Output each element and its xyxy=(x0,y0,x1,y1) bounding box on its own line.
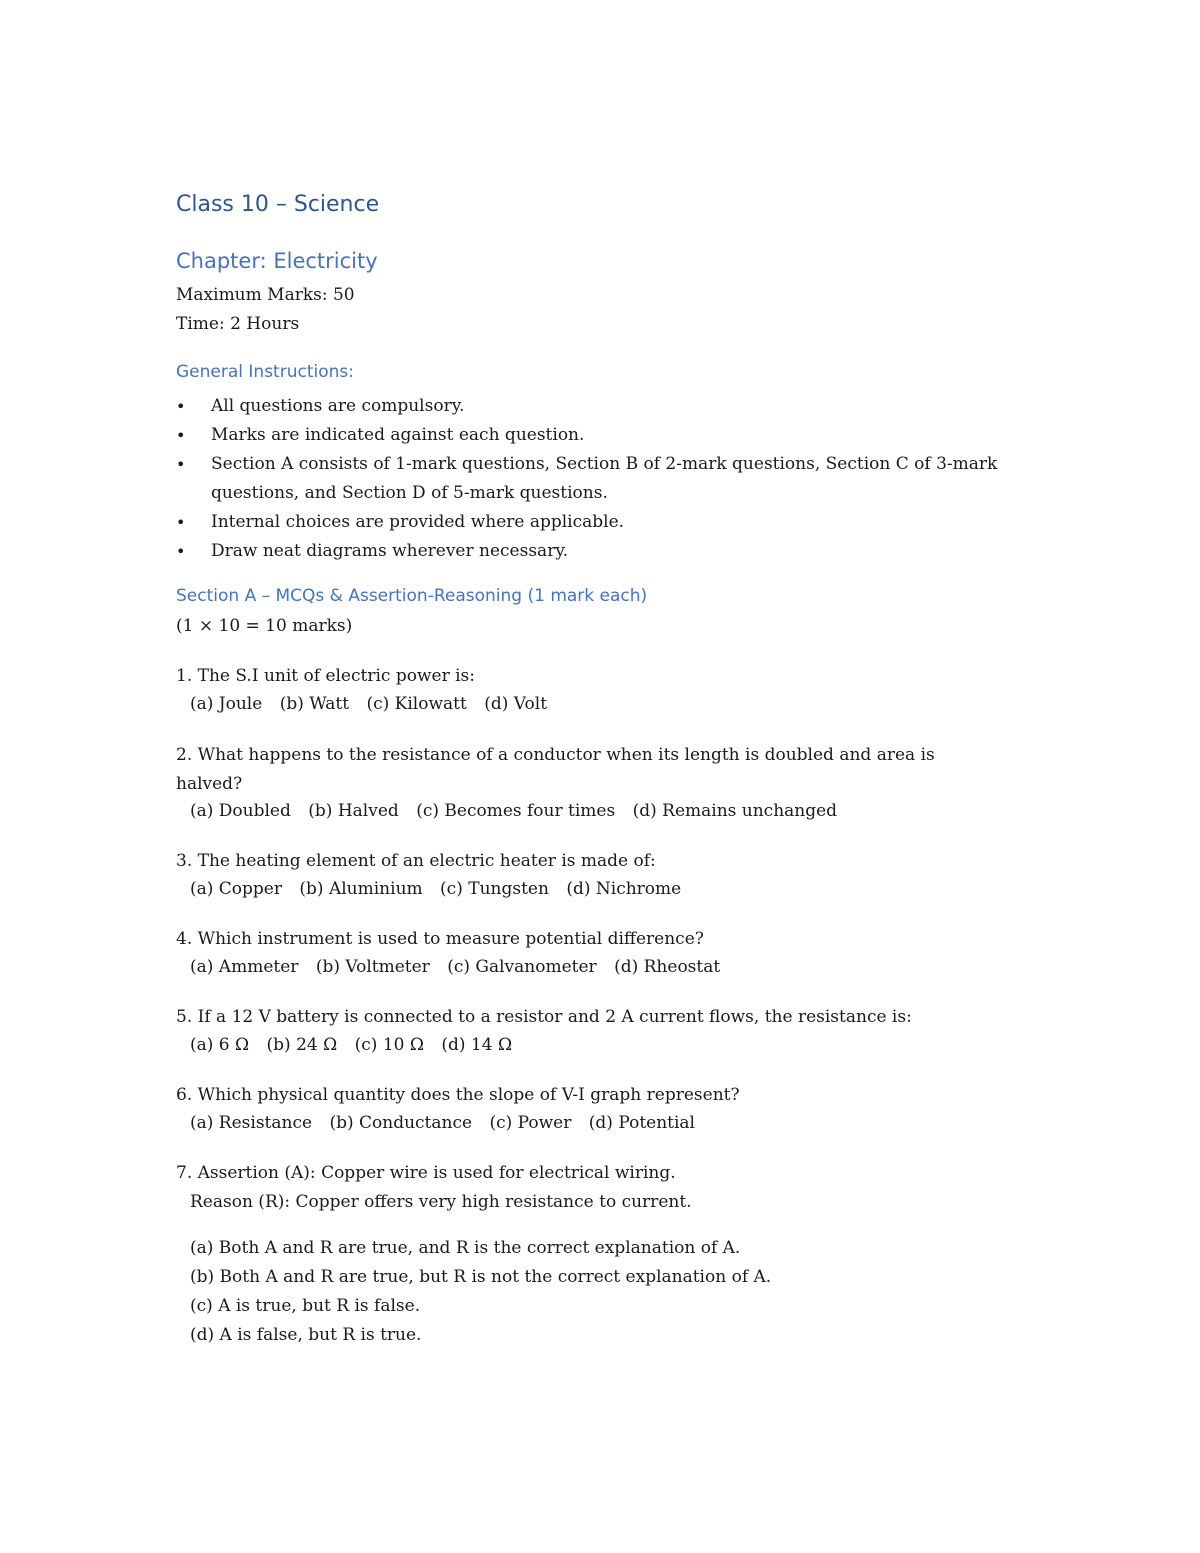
option-c: (c) Becomes four times xyxy=(416,801,616,821)
bullet-icon: • xyxy=(176,426,186,445)
question-5-text: 5. If a 12 V battery is connected to a resistor and 2 A current flows, the resistance is: xyxy=(176,1007,912,1027)
option-c: (c) Power xyxy=(489,1113,572,1133)
bullet-icon: • xyxy=(176,455,186,474)
instruction-item: • Draw neat diagrams wherever necessary. xyxy=(176,537,1006,566)
question-7-option-d: (d) A is false, but R is true. xyxy=(190,1325,422,1345)
option-b: (b) Watt xyxy=(279,694,350,714)
question-3-options xyxy=(190,879,681,899)
document-title: Class 10 – Science xyxy=(176,192,380,217)
question-6-options xyxy=(190,1113,695,1133)
option-b: (b) Halved xyxy=(308,801,399,821)
option-c: (c) 10 Ω xyxy=(354,1035,424,1055)
option-a: (a) Copper xyxy=(190,879,282,899)
option-c: (c) Kilowatt xyxy=(366,694,467,714)
option-d: (d) Potential xyxy=(588,1113,695,1133)
bullet-icon: • xyxy=(176,513,186,532)
option-b: (b) Conductance xyxy=(329,1113,473,1133)
section-a-marks: (1 × 10 = 10 marks) xyxy=(176,616,353,636)
question-7-reason: Reason (R): Copper offers very high resistance to current. xyxy=(190,1192,692,1212)
option-c: (c) Tungsten xyxy=(440,879,549,899)
question-2-options xyxy=(190,801,837,821)
question-7-option-c: (c) A is true, but R is false. xyxy=(190,1296,421,1316)
max-marks: Maximum Marks: 50 xyxy=(176,285,355,305)
question-7-option-a: (a) Both A and R are true, and R is the correct explanation of A. xyxy=(190,1238,741,1258)
option-a: (a) Joule xyxy=(190,694,263,714)
section-a-heading: Section A – MCQs & Assertion-Reasoning (1 mark each) xyxy=(176,586,648,606)
option-d: (d) Volt xyxy=(484,694,548,714)
question-7-option-b: (b) Both A and R are true, but R is not the correct explanation of A. xyxy=(190,1267,772,1287)
question-6-text: 6. Which physical quantity does the slope of V-I graph represent? xyxy=(176,1085,740,1105)
option-d: (d) Nichrome xyxy=(566,879,682,899)
option-d: (d) Rheostat xyxy=(614,957,721,977)
question-4-options xyxy=(190,957,720,977)
question-5-options xyxy=(190,1035,512,1055)
instruction-item: • Marks are indicated against each question. xyxy=(176,421,1006,450)
bullet-icon: • xyxy=(176,542,186,561)
bullet-icon: • xyxy=(176,397,186,416)
instruction-item: • All questions are compulsory. xyxy=(176,392,1006,421)
chapter-heading: Chapter: Electricity xyxy=(176,249,378,273)
option-c: (c) Galvanometer xyxy=(447,957,597,977)
question-1-text: 1. The S.I unit of electric power is: xyxy=(176,666,475,686)
time-allowed: Time: 2 Hours xyxy=(176,314,300,334)
option-a: (a) Resistance xyxy=(190,1113,313,1133)
option-a: (a) 6 Ω xyxy=(190,1035,250,1055)
question-1-options xyxy=(190,694,547,714)
instructions-heading: General Instructions: xyxy=(176,362,354,382)
option-a: (a) Doubled xyxy=(190,801,291,821)
option-b: (b) 24 Ω xyxy=(266,1035,338,1055)
question-3-text: 3. The heating element of an electric heater is made of: xyxy=(176,851,656,871)
option-a: (a) Ammeter xyxy=(190,957,299,977)
option-b: (b) Voltmeter xyxy=(315,957,430,977)
option-d: (d) 14 Ω xyxy=(441,1035,513,1055)
instruction-item: • Section A consists of 1-mark questions, Section B of 2-mark questions, Section C of 3-mark questions, and Section D of 5-mark questions. xyxy=(176,450,1006,508)
option-d: (d) Remains unchanged xyxy=(632,801,838,821)
option-b: (b) Aluminium xyxy=(299,879,423,899)
question-4-text: 4. Which instrument is used to measure potential difference? xyxy=(176,929,704,949)
question-2-text: 2. What happens to the resistance of a conductor when its length is doubled and area is halved? xyxy=(176,745,935,794)
instructions-list xyxy=(176,392,1006,566)
instruction-item: • Internal choices are provided where applicable. xyxy=(176,508,1006,537)
question-7-assertion: 7. Assertion (A): Copper wire is used for electrical wiring. xyxy=(176,1163,676,1183)
